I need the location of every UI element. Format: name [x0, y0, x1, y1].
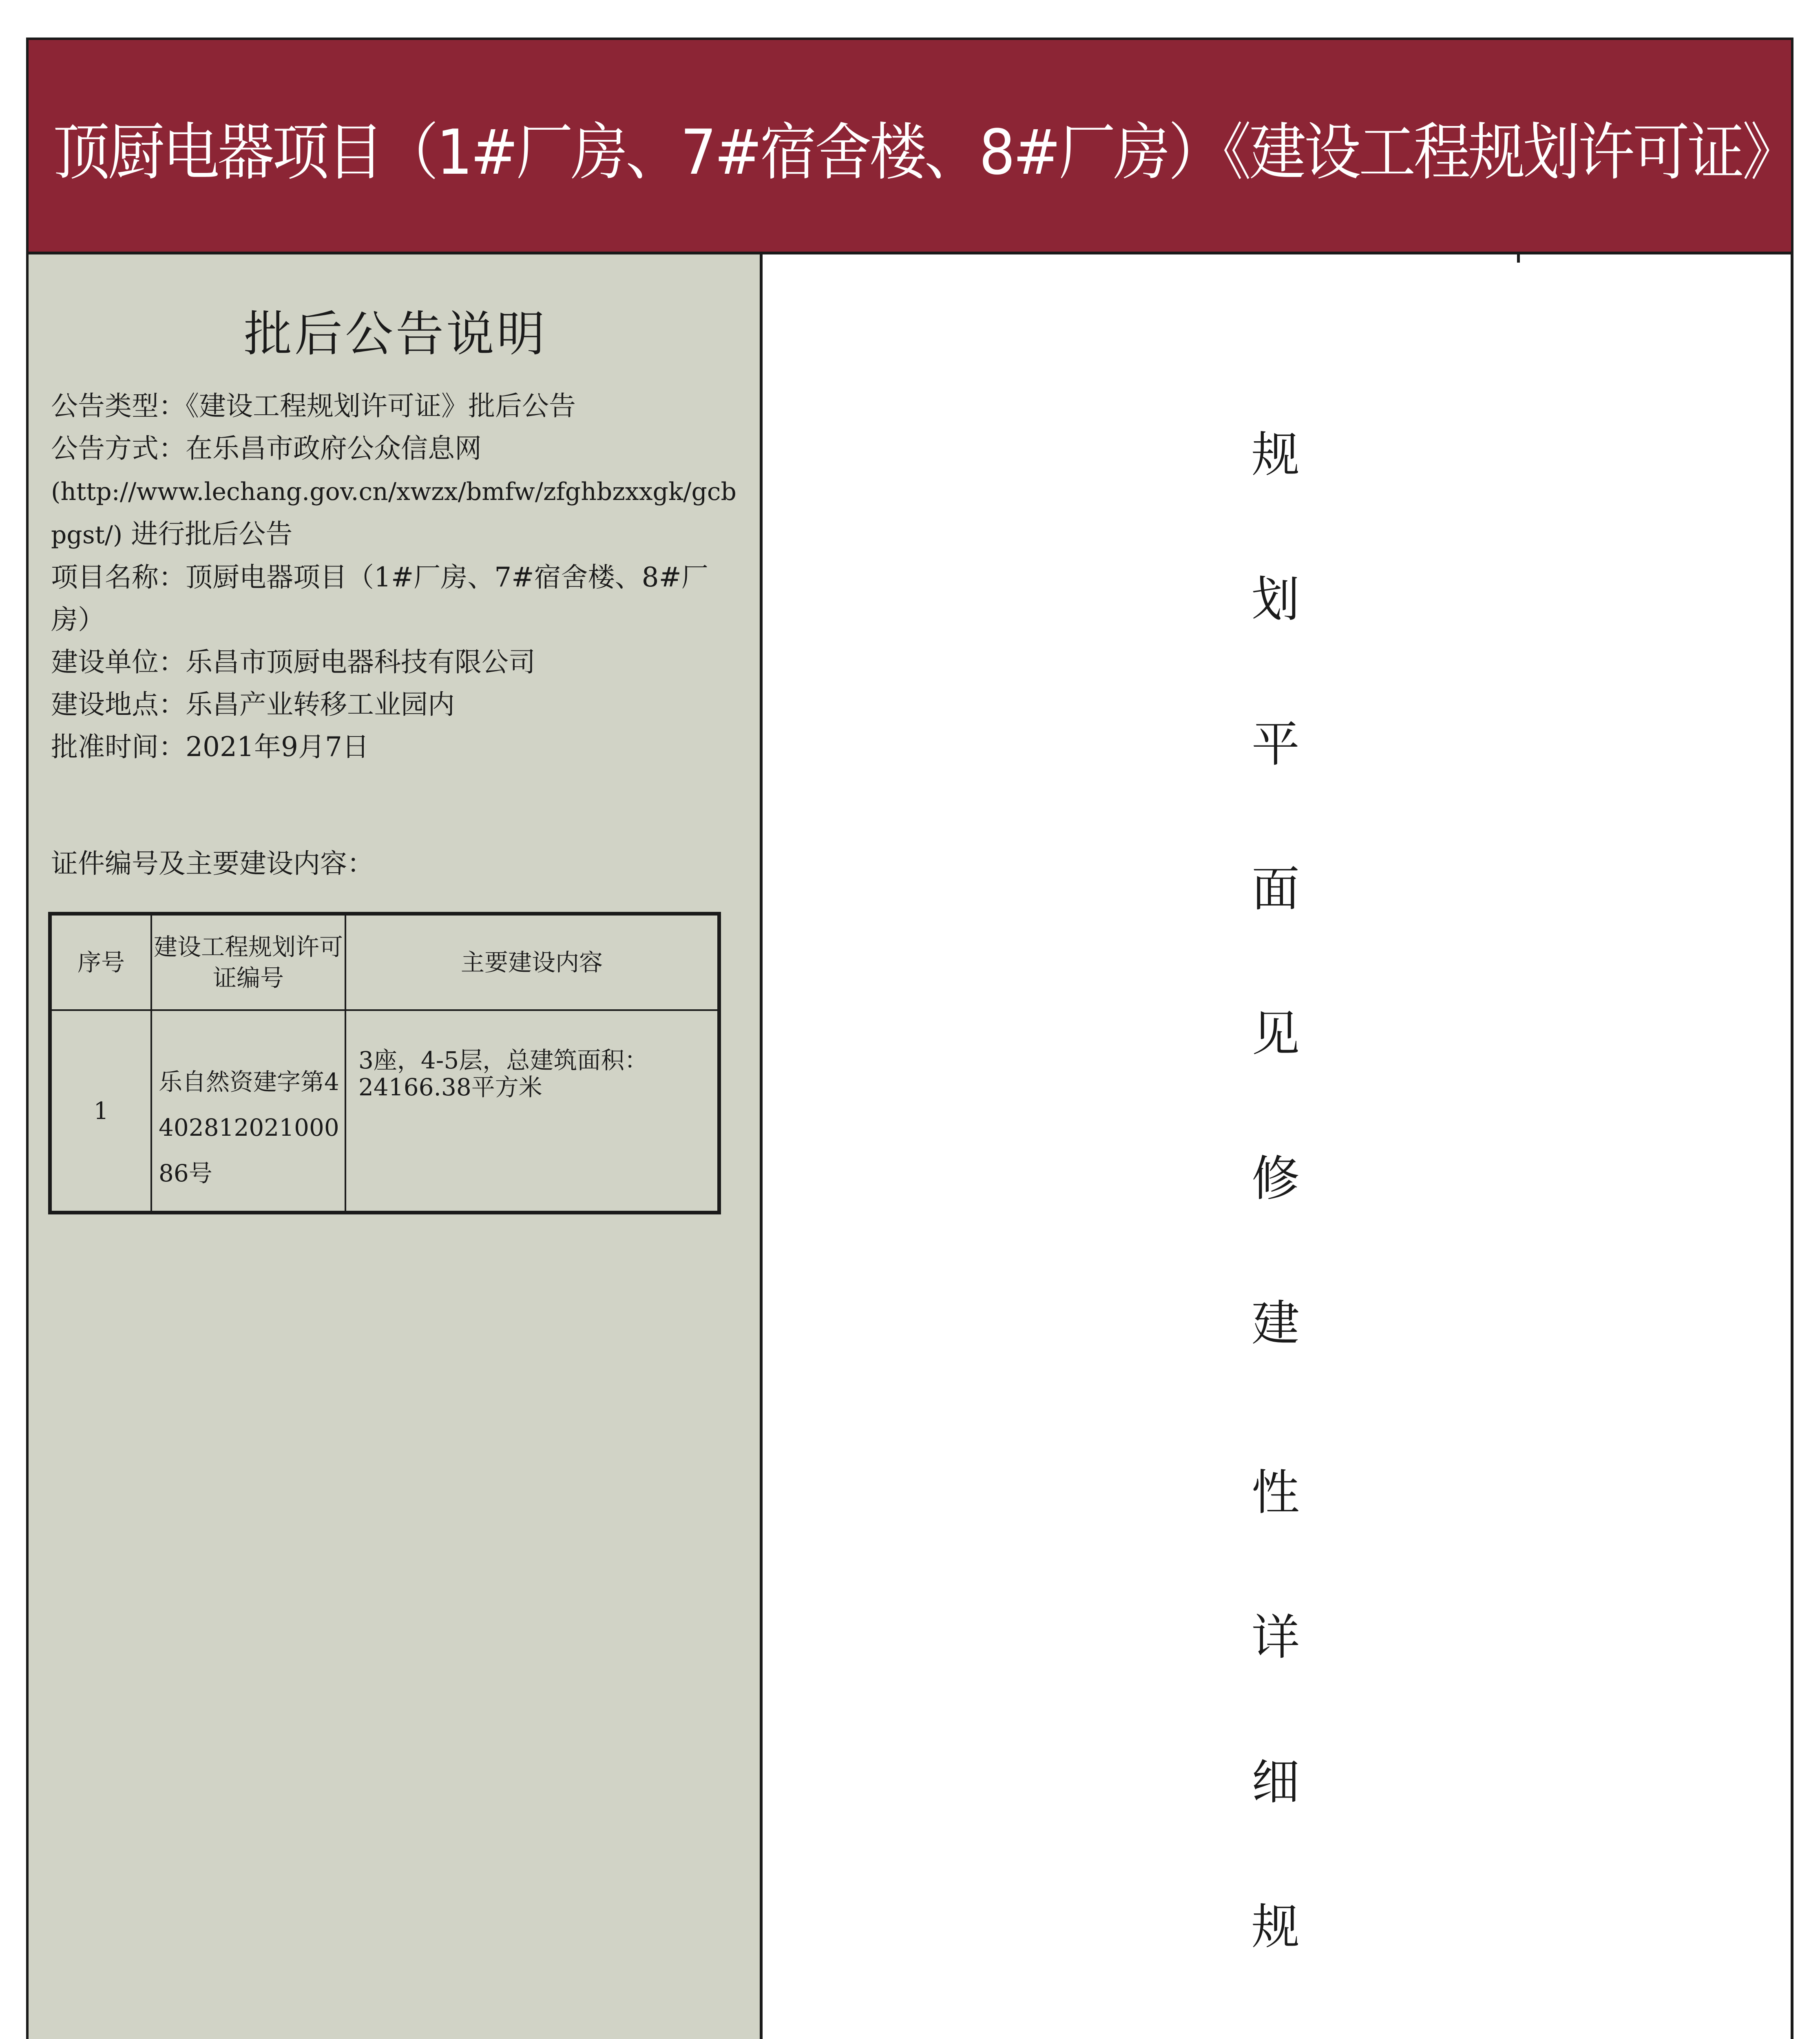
column-header-content: 主要建设内容 — [345, 914, 719, 1011]
cell-permit-number: 乐自然资建字第440281202100086号 — [151, 1010, 345, 1213]
vertical-char: 见 — [1251, 1006, 1300, 1062]
column-header-permit: 建设工程规划许可证编号 — [151, 914, 345, 1011]
vertical-char: 详 — [1251, 1609, 1300, 1665]
vertical-char: 规 — [1251, 427, 1300, 483]
notice-method-suffix: 进行批后公告 — [131, 518, 293, 550]
vertical-char: 划 — [1251, 571, 1300, 628]
table-row — [50, 1010, 719, 1213]
vertical-char: 建 — [1251, 1295, 1300, 1351]
vertical-char: 规 — [1251, 1899, 1300, 1955]
notice-method: 公告方式：在乐昌市政府公众信息网 — [51, 433, 482, 464]
vertical-char: 性 — [1251, 1464, 1300, 1521]
notice-info — [51, 385, 744, 768]
header-banner — [29, 40, 1797, 254]
cell-no: 1 — [50, 1010, 152, 1213]
column-header-no: 序号 — [50, 914, 152, 1011]
notice-type: 公告类型：《建设工程规划许可证》批后公告 — [51, 390, 576, 422]
table-header-row — [50, 914, 719, 1011]
vertical-char: 面 — [1251, 861, 1300, 917]
vertical-char: 平 — [1251, 716, 1300, 772]
cell-content: 3座，4-5层，总建筑面积：24166.38平方米 — [345, 1010, 719, 1213]
notice-panel — [29, 254, 763, 2039]
construction-unit: 建设单位：乐昌市顶厨电器科技有限公司 — [51, 646, 535, 678]
approval-date: 批准时间：2021年9月7日 — [51, 731, 369, 763]
divider-tick — [1517, 254, 1520, 263]
permit-table — [48, 912, 721, 1214]
vertical-char: 修 — [1251, 1150, 1300, 1207]
project-name: 项目名称：顶厨电器项目（1#厂房、7#宿舍楼、8#厂房） — [51, 562, 708, 635]
notice-url-link[interactable]: (http://www.lechang.gov.cn/xwzx/bmfw/zfghbzxxgk/gcbpgst/) — [51, 478, 736, 549]
page-title: 顶厨电器项目（1#厂房、7#宿舍楼、8#厂房）《建设工程规划许可证》 — [53, 116, 1797, 188]
notice-method-detail — [51, 470, 744, 556]
permit-list-title: 证件编号及主要建设内容： — [51, 848, 374, 879]
construction-location: 建设地点：乐昌产业转移工业园内 — [51, 689, 455, 720]
vertical-char — [1247, 2033, 1304, 2039]
notice-heading: 批后公告说明 — [243, 306, 547, 362]
vertical-char: 细 — [1251, 1754, 1300, 1810]
